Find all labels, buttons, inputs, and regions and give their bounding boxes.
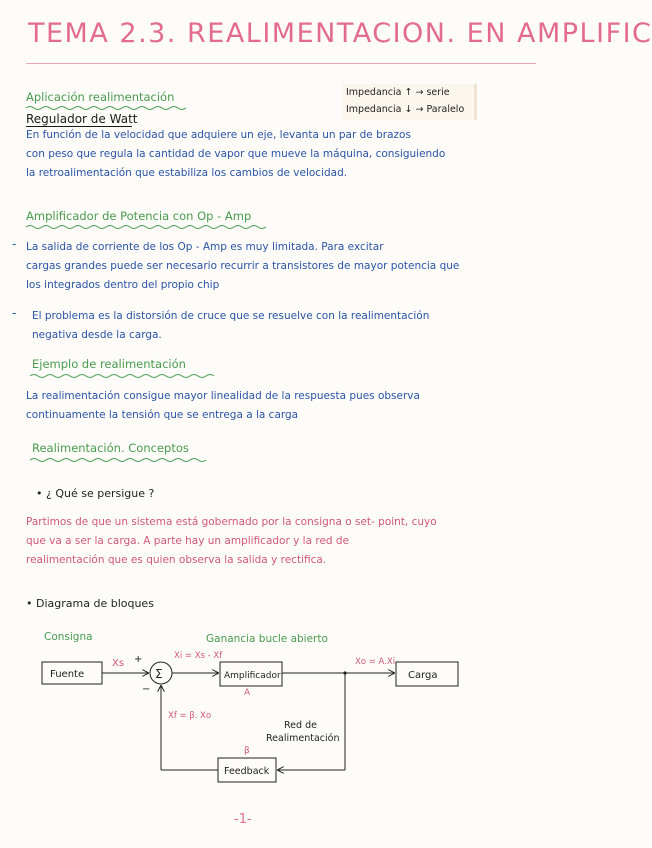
text-line: continuamente la tensión que se entrega a la carga: [26, 409, 299, 421]
bullet-dash: -: [12, 306, 17, 320]
impedance-paralelo: Impedancia ↓ → Paralelo: [346, 104, 465, 115]
label-carga: Carga: [408, 670, 438, 681]
paragraph-ejemplo: [26, 387, 420, 425]
text-line: El problema es la distorsión de cruce que se resuelve con la realimentación: [32, 310, 430, 322]
question-text: ¿ Qué se persigue ?: [46, 487, 155, 500]
page-title: TEMA 2.3. REALIMENTACION. EN AMPLIFIC: [28, 18, 652, 49]
label-red: Red de: [284, 720, 317, 731]
label-minus: −: [142, 684, 151, 695]
text-line: la retroalimentación que estabiliza los cambios de velocidad.: [26, 167, 348, 179]
diagram-item-text: Diagrama de bloques: [36, 597, 154, 610]
wavy-underline: [26, 105, 186, 111]
text-line: cargas grandes puede ser necesario recurrir a transistores de mayor potencia que: [26, 260, 460, 272]
label-a: A: [244, 688, 251, 698]
text-line: La salida de corriente de los Op - Amp es muy limitada. Para excitar: [26, 241, 384, 253]
bullet-dash: -: [12, 237, 17, 251]
title-divider: [26, 63, 536, 64]
label-ganancia: Ganancia bucle abierto: [206, 633, 328, 645]
wavy-underline: [26, 224, 266, 230]
page-number: -1-: [234, 812, 252, 827]
text-line: que va a ser la carga. A parte hay un amplificador y la red de: [26, 535, 350, 547]
diagram-item: • Diagrama de bloques: [26, 597, 154, 610]
impedance-note: [342, 84, 477, 120]
label-xf-eq: Xf = β. Xo: [168, 711, 212, 721]
text-line: realimentación que es quien observa la salida y rectifica.: [26, 554, 327, 566]
text-line: Partimos de que un sistema está gobernado por la consigna o set- point, cuyo: [26, 516, 437, 528]
label-amplificador: Amplificador: [224, 671, 281, 681]
paragraph-regulador: [26, 126, 445, 183]
label-xi-eq: Xi = Xs - Xf: [174, 651, 223, 661]
text-line: los integrados dentro del propio chip: [26, 279, 220, 291]
wavy-underline: [30, 373, 220, 379]
section-heading-ejemplo: Ejemplo de realimentación: [32, 357, 186, 371]
label-xo-eq: Xo = A.Xi: [355, 657, 396, 667]
bullet-salida: [26, 238, 459, 295]
text-line: La realimentación consigue mayor linealidad de la respuesta pues observa: [26, 390, 420, 402]
label-beta: β: [244, 746, 250, 756]
question-item: • ¿ Qué se persigue ?: [36, 487, 155, 500]
bullet-problema: [32, 307, 429, 345]
section-heading-amplificador: Amplificador de Potencia con Op - Amp: [26, 209, 252, 223]
label-consigna: Consigna: [44, 631, 93, 643]
label-fuente: Fuente: [50, 669, 85, 680]
paragraph-conceptos: [26, 513, 437, 570]
section-heading-conceptos: Realimentación. Conceptos: [32, 441, 189, 455]
text-line: con peso que regula la cantidad de vapor que mueve la máquina, consiguiendo: [26, 148, 446, 160]
label-plus: +: [134, 654, 143, 665]
label-xs: Xs: [112, 658, 125, 669]
label-feedback: Feedback: [224, 766, 270, 777]
section-heading-aplicacion: Aplicación realimentación: [26, 90, 175, 104]
block-diagram: [0, 620, 560, 800]
text-line: negativa desde la carga.: [32, 329, 162, 341]
wavy-underline: [30, 457, 210, 463]
text-line: En función de la velocidad que adquiere un eje, levanta un par de brazos: [26, 129, 411, 141]
label-sigma: Σ: [155, 667, 163, 681]
impedance-serie: Impedancia ↑ → serie: [346, 87, 450, 98]
subheading-regulador: Regulador de Watt: [26, 112, 138, 126]
label-realimentacion: Realimentación: [266, 733, 340, 744]
